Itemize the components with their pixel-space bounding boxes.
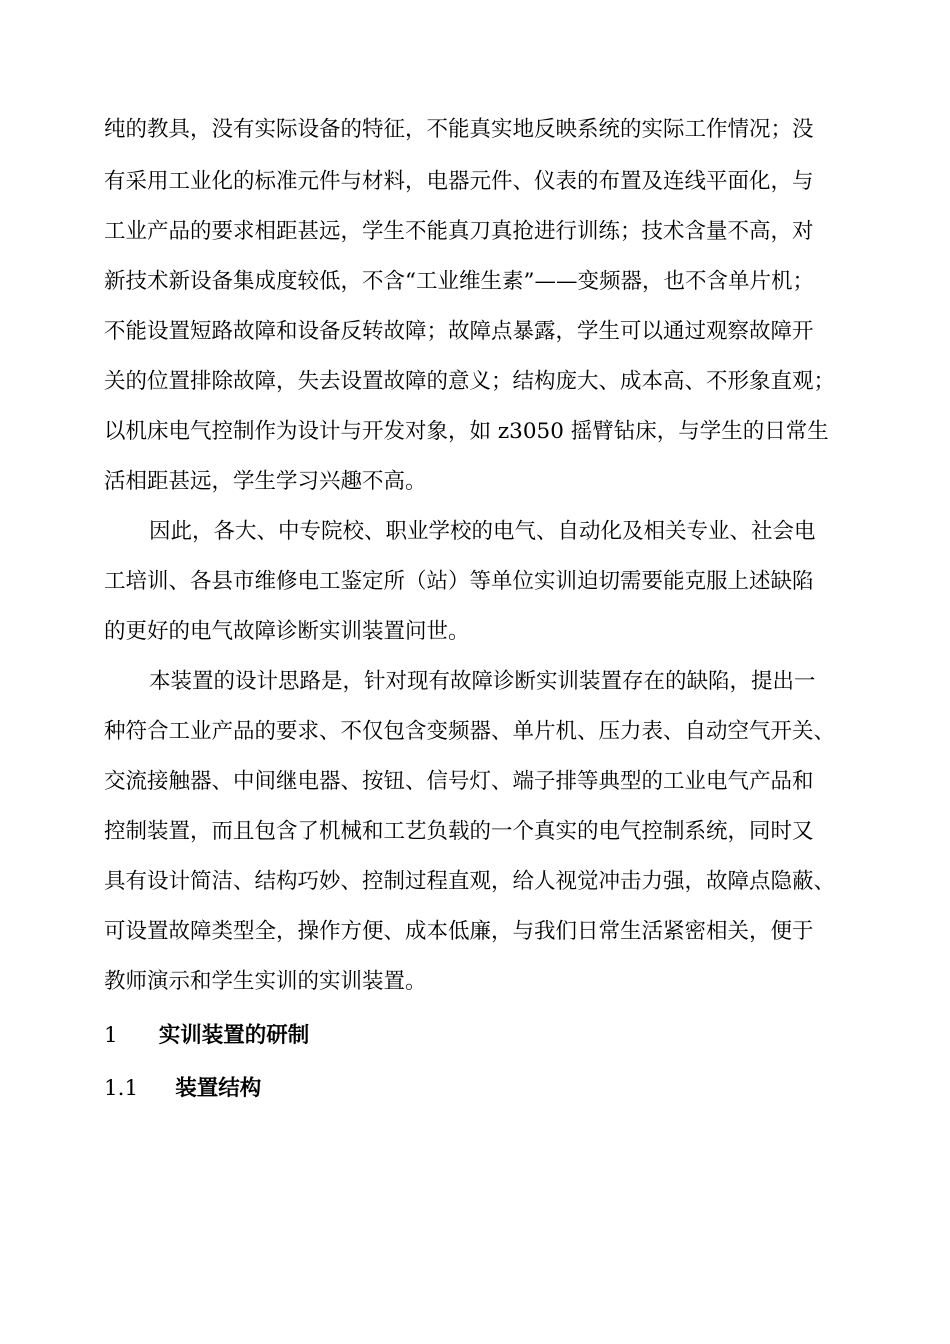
- text-line: 关的位置排除故障，失去设置故障的意义；结构庞大、成本高、不形象直观；: [104, 369, 836, 394]
- text-line: 本装置的设计思路是，针对现有故障诊断实训装置存在的缺陷，提出一: [149, 669, 816, 694]
- section-title: 实训装置的研制: [158, 1023, 310, 1048]
- text-line: 可设置故障类型全，操作方便、成本低廉，与我们日常生活紧密相关，便于: [104, 919, 814, 944]
- text-line: 工业产品的要求相距甚远，学生不能真刀真抢进行训练；技术含量不高，对: [104, 219, 814, 244]
- text-line: 纯的教具，没有实际设备的特征，不能真实地反映系统的实际工作情况；没: [104, 117, 814, 142]
- text-line: 有采用工业化的标准元件与材料，电器元件、仪表的布置及连线平面化，与: [104, 169, 814, 194]
- text-line: 不能设置短路故障和设备反转故障；故障点暴露，学生可以通过观察故障开: [104, 319, 814, 344]
- text-line: 教师演示和学生实训的实训装置。: [104, 969, 427, 994]
- text-line: 新技术新设备集成度较低，不含“工业维生素”——变频器，也不含单片机；: [104, 269, 814, 294]
- text-line: 交流接触器、中间继电器、按钮、信号灯、端子排等典型的工业电气产品和: [104, 769, 814, 794]
- subsection-number: 1.1: [104, 1076, 139, 1101]
- text-line: 活相距甚远，学生学习兴趣不高。: [104, 469, 427, 494]
- subsection-heading: [104, 1075, 261, 1103]
- text-line: 种符合工业产品的要求、不仅包含变频器、单片机、压力表、自动空气开关、: [104, 719, 836, 744]
- text-line: 工培训、各县市维修电工鉴定所（站）等单位实训迫切需要能克服上述缺陷: [104, 569, 814, 594]
- text-line: 以机床电气控制作为设计与开发对象，如 z3050 摇臂钻床，与学生的日常生: [104, 419, 829, 444]
- subsection-title: 装置结构: [175, 1076, 262, 1101]
- section-heading: [104, 1022, 309, 1050]
- text-line: 的更好的电气故障诊断实训装置问世。: [104, 619, 470, 644]
- text-line: 具有设计简洁、结构巧妙、控制过程直观，给人视觉冲击力强，故障点隐蔽、: [104, 869, 836, 894]
- text-line: 因此，各大、中专院校、职业学校的电气、自动化及相关专业、社会电: [149, 519, 816, 544]
- section-number: 1: [104, 1023, 118, 1048]
- text-line: 控制装置，而且包含了机械和工艺负载的一个真实的电气控制系统，同时又: [104, 819, 814, 844]
